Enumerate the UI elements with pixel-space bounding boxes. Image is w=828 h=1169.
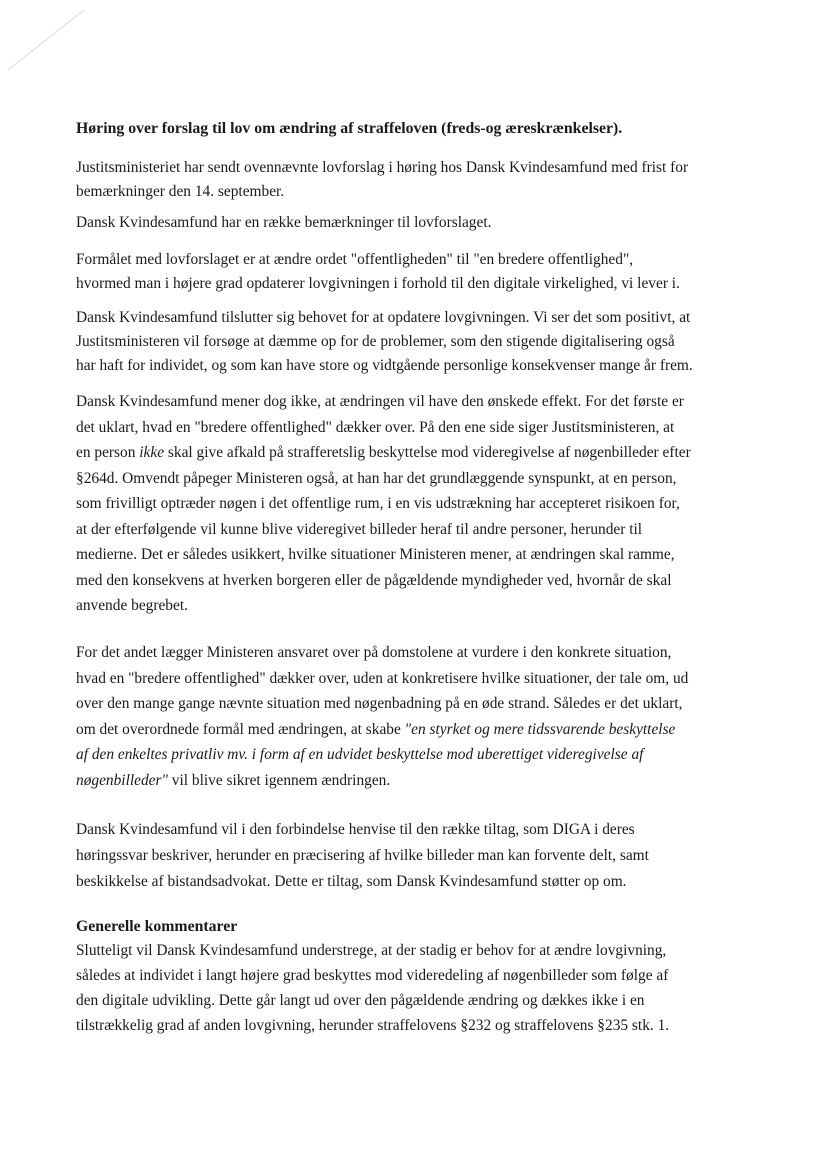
paragraph-purpose <box>76 248 756 296</box>
paragraph-line: som frivilligt optræder nøgen i det offentlige rum, i en vis udstrækning har accepteret risikoen for, <box>76 495 680 512</box>
paragraph-line: Formålet med lovforslaget er at ændre ordet "offentligheden" til "en bredere offentlighed", <box>76 251 634 268</box>
page-corner-fold-mark <box>0 0 90 75</box>
paragraph-line <box>76 768 756 794</box>
paragraph-line: med den konsekvens at hverken borgeren eller de pågældende myndigheder ved, hvornår de skal <box>76 571 672 589</box>
paragraph-first-concern <box>76 389 756 619</box>
paragraph-line: §264d. Omvendt påpeger Ministeren også, at han har det grundlæggende synspunkt, at en person, <box>76 469 677 487</box>
paragraph-line: Dansk Kvindesamfund har en række bemærkninger til lovforslaget. <box>76 214 492 231</box>
paragraph-general <box>76 938 756 1038</box>
paragraph-line: anvende begrebet. <box>76 597 188 614</box>
paragraph-line: Dansk Kvindesamfund tilslutter sig behovet for at opdatere lovgivningen. Vi ser det som positivt, at <box>76 309 691 326</box>
text-run: skal give afkald på strafferetslig beskyttelse mod videregivelse af nøgenbilleder efter <box>164 444 691 461</box>
paragraph-line: høringssvar beskriver, herunder en præcisering af hvilke billeder man kan forvente delt, samt <box>76 847 649 864</box>
paragraph-line: Justitsministeren vil forsøge at dæmme op for de problemer, som den stigende digitalisering også <box>76 333 675 350</box>
paragraph-line: at der efterfølgende vil kunne blive videregivet billeder heraf til andre personer, herunder til <box>76 520 643 538</box>
paragraph-line: hvormed man i højere grad opdaterer lovgivningen i forhold til den digitale virkelighed, vi lever i. <box>76 275 680 292</box>
paragraph-line: bemærkninger den 14. september. <box>76 183 285 200</box>
paragraph-line: hvad en "bredere offentlighed" dækker over, uden at konkretisere hvilke situationer, der tale om, ud <box>76 669 689 687</box>
paragraph-line: det uklart, hvad en "bredere offentlighed" dækker over. På den ene side siger Justitsministeren, at <box>76 418 675 436</box>
paragraph-line: den digitale udvikling. Dette går langt ud over den pågældende ændring og dækkes ikke i en <box>76 992 645 1009</box>
paragraph-line <box>76 440 756 466</box>
paragraph-line: tilstrækkelig grad af anden lovgivning, herunder straffelovens §232 og straffelovens §235 stk. 1. <box>76 1017 670 1034</box>
text-run: om det overordnede formål med ændringen, at skabe <box>76 720 405 738</box>
text-run: en person <box>76 444 140 461</box>
paragraph-support <box>76 306 756 378</box>
paragraph-remarks <box>76 211 756 235</box>
paragraph-line <box>76 717 756 743</box>
paragraph-line: over den mange gange nævnte situation med nøgenbadning på en øde strand. Således er det uklart, <box>76 695 683 712</box>
paragraph-line: medierne. Det er således usikkert, hvilke situationer Ministeren mener, at ændringen skal ramme, <box>76 546 675 563</box>
italic-emphasis: ikke <box>139 444 165 461</box>
document-title: Høring over forslag til lov om ændring af straffeloven (freds-og æreskrænkelser). <box>76 120 623 137</box>
italic-quote: af den enkeltes privatliv mv. i form af en udvidet beskyttelse mod uberettiget videregivelse af <box>76 746 644 763</box>
paragraph-line: For det andet lægger Ministeren ansvaret over på domstolene at vurdere i den konkrete situation, <box>76 644 672 661</box>
paragraph-intro <box>76 156 756 204</box>
paragraph-line: beskikkelse af bistandsadvokat. Dette er tiltag, som Dansk Kvindesamfund støtter op om. <box>76 873 627 890</box>
italic-quote: nøgenbilleder" <box>76 771 168 789</box>
italic-quote: "en styrket og mere tidssvarende beskyttelse <box>404 720 676 738</box>
paragraph-line: Slutteligt vil Dansk Kvindesamfund understrege, at der stadig er behov for at ændre lovgivning, <box>76 942 667 959</box>
paragraph-second-concern <box>76 640 756 793</box>
paragraph-line: Dansk Kvindesamfund vil i den forbindelse henvise til den række tiltag, som DIGA i deres <box>76 821 635 838</box>
paragraph-line: Dansk Kvindesamfund mener dog ikke, at ændringen vil have den ønskede effekt. For det første er <box>76 393 684 410</box>
paragraph-line: således at individet i langt højere grad beskyttes mod videredeling af nøgenbilleder som følge af <box>76 967 669 984</box>
paragraph-line: har haft for individet, og som kan have store og vidtgående personlige konsekvenser mange år frem. <box>76 357 693 374</box>
text-run: vil blive sikret igennem ændringen. <box>167 771 391 789</box>
paragraph-diga <box>76 817 756 895</box>
section-heading: Generelle kommentarer <box>76 918 238 935</box>
paragraph-line: Justitsministeriet har sendt ovennævnte lovforslag i høring hos Dansk Kvindesamfund med frist for <box>76 159 689 176</box>
